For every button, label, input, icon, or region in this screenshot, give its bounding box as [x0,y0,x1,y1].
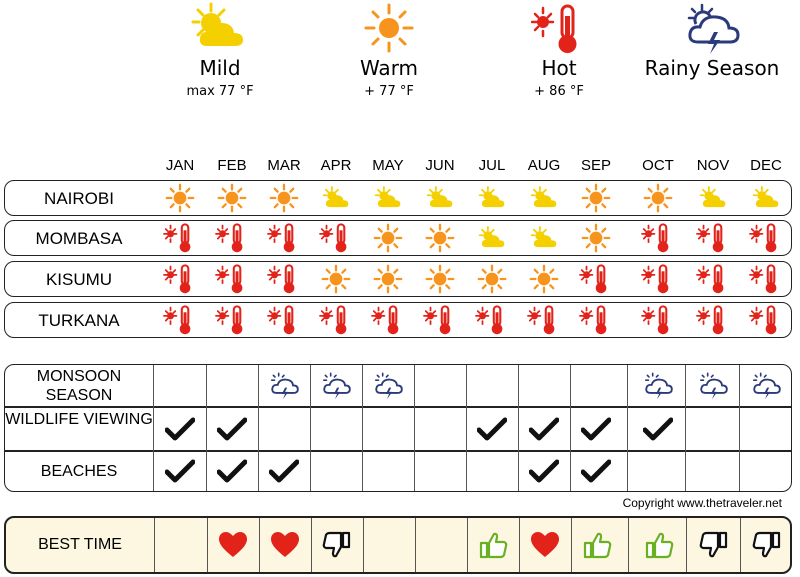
month-cell [518,407,570,450]
month-cell [362,181,414,215]
hot-thermometer-icon [641,304,675,336]
month-cell [362,407,414,450]
month-cell [466,303,518,337]
hot-thermometer-icon [531,2,587,61]
partly-sunny-icon [320,185,352,211]
thumbs-down-icon [322,531,352,559]
legend-name: Warm [359,56,419,80]
hot-thermometer-icon [579,304,613,336]
sun-icon [581,183,611,213]
storm-cloud-icon [680,2,744,61]
month-cell [466,221,518,255]
month-cell [687,365,739,406]
month-cell [310,262,362,296]
sun-icon [477,264,507,294]
hot-thermometer-icon [527,304,561,336]
sun-icon [363,2,415,59]
month-cell [518,221,570,255]
sun-icon [217,183,247,213]
grid-line [311,518,312,572]
legend-temp: + 86 °F [534,84,584,99]
grid-line [518,365,519,491]
heart-icon [271,532,299,558]
month-cell [518,262,570,296]
grid-line [466,365,467,491]
month-cell [362,221,414,255]
grid-line [739,365,740,491]
month-cell [414,221,466,255]
month-label: JAN [165,157,195,174]
month-cell [362,365,414,406]
sun-icon [165,183,195,213]
hot-thermometer-icon [749,304,783,336]
grid-line [153,365,154,491]
partly-sunny-icon [528,225,560,251]
month-cell [741,518,793,572]
grid-line [207,518,208,572]
month-label: MAY [372,157,404,174]
storm-cloud-icon [371,371,405,401]
checkmark-icon [643,417,673,441]
month-cell [518,365,570,406]
checkmark-icon [165,459,195,483]
month-cell [632,262,684,296]
month-cell [570,181,622,215]
hot-thermometer-icon [749,263,783,295]
city-row-kisumu [4,261,792,297]
month-cell [570,262,622,296]
activity-label-monsoon [5,367,153,405]
grid-line [570,365,571,491]
storm-cloud-icon [749,371,783,401]
city-row-turkana [4,302,792,338]
month-cell [570,303,622,337]
month-cell [519,518,571,572]
hot-thermometer-icon [215,304,249,336]
month-cell [570,365,622,406]
thumbs-down-icon [699,531,729,559]
hot-thermometer-icon [267,222,301,254]
month-cell [570,221,622,255]
hot-thermometer-icon [641,222,675,254]
month-cell [206,407,258,450]
month-cell [206,365,258,406]
activity-name: MONSOON SEASON [36,368,122,404]
thumbs-up-icon [582,531,612,559]
grid-line [259,518,260,572]
sun-icon [581,223,611,253]
storm-cloud-icon [319,371,353,401]
month-cell [570,407,622,450]
city-row-mombasa [4,220,792,256]
sun-icon [529,264,559,294]
best-time-row [4,516,792,574]
month-cell [740,221,792,255]
month-cell [154,303,206,337]
activity-name: WILDLIFE VIEWING [5,411,153,428]
month-cell [466,365,518,406]
month-cell [258,407,310,450]
month-cell [414,365,466,406]
month-cell [466,262,518,296]
thumbs-down-icon [752,531,782,559]
thumbs-up-icon [644,531,674,559]
city-row-nairobi [4,180,792,216]
hot-thermometer-icon [215,222,249,254]
month-cell [258,181,310,215]
heart-icon [531,532,559,558]
activity-label-wildlife [5,410,153,429]
month-cell [467,518,519,572]
month-cell [687,181,739,215]
partly-sunny-icon [750,185,782,211]
checkmark-icon [581,459,611,483]
partly-sunny-icon [476,225,508,251]
month-cell [740,303,792,337]
month-cell [154,181,206,215]
hot-thermometer-icon [371,304,405,336]
month-cell [740,407,792,450]
month-cell [206,262,258,296]
activity-name: BEACHES [40,463,118,480]
month-cell [414,181,466,215]
partly-sunny-icon [697,185,729,211]
hot-thermometer-icon [475,304,509,336]
month-cell [518,451,570,491]
month-label: OCT [642,157,674,174]
month-cell [258,451,310,491]
month-cell [154,407,206,450]
hot-thermometer-icon [696,263,730,295]
sun-icon [321,264,351,294]
grid-line [467,518,468,572]
city-name: KISUMU [45,270,113,289]
hot-thermometer-icon [319,222,353,254]
month-cell [258,365,310,406]
hot-thermometer-icon [749,222,783,254]
month-cell [258,303,310,337]
hot-thermometer-icon [163,304,197,336]
sun-icon [425,223,455,253]
month-cell [310,221,362,255]
activity-label-beaches [5,462,153,481]
city-name: TURKANA [38,311,120,330]
month-cell [206,181,258,215]
month-cell [310,181,362,215]
month-cell [632,303,684,337]
month-cell [310,451,362,491]
grid-line [740,518,741,572]
month-label: NOV [696,157,730,174]
month-cell [310,365,362,406]
month-cell [632,407,684,450]
month-cell [740,365,792,406]
grid-line [685,365,686,491]
month-cell [687,221,739,255]
month-cell [414,407,466,450]
month-cell [518,181,570,215]
grid-line [363,518,364,572]
month-cell [414,262,466,296]
month-label: AUG [527,157,561,174]
month-cell [206,303,258,337]
partly-sunny-icon [185,2,255,59]
hot-thermometer-icon [319,304,353,336]
checkmark-icon [269,459,299,483]
month-cell [207,518,259,572]
hot-thermometer-icon [163,263,197,295]
checkmark-icon [529,417,559,441]
sun-icon [373,264,403,294]
partly-sunny-icon [372,185,404,211]
legend-temp: + 77 °F [364,84,414,99]
thumbs-up-icon [478,531,508,559]
month-cell [632,181,684,215]
month-cell [688,518,740,572]
month-cell [571,518,623,572]
grid-line [628,518,629,572]
hot-thermometer-icon [215,263,249,295]
month-cell [687,303,739,337]
partly-sunny-icon [424,185,456,211]
copyright: Copyright www.thetraveler.net [622,496,782,510]
month-label: APR [320,157,352,174]
month-cell [415,518,467,572]
city-name: NAIROBI [44,189,114,208]
month-cell [154,221,206,255]
month-cell [687,407,739,450]
checkmark-icon [217,417,247,441]
month-cell [414,451,466,491]
month-cell [310,303,362,337]
month-cell [206,451,258,491]
hot-thermometer-icon [696,222,730,254]
grid-line [519,518,520,572]
month-cell [154,365,206,406]
sun-icon [373,223,403,253]
legend-name: Mild [199,56,241,80]
month-cell [632,451,684,491]
checkmark-icon [477,417,507,441]
legend-name: Hot [541,56,577,80]
best-time-label: BEST TIME [38,536,122,553]
city-name: MOMBASA [35,229,123,248]
grid-line [258,365,259,491]
month-cell [466,451,518,491]
month-cell [258,221,310,255]
month-cell [363,518,415,572]
legend-name: Rainy Season [644,56,780,80]
grid-line [154,518,155,572]
hot-thermometer-icon [641,263,675,295]
checkmark-icon [581,417,611,441]
month-label: JUL [478,157,506,174]
month-label: FEB [217,157,247,174]
month-cell [154,451,206,491]
grid-line [414,365,415,491]
grid-line [206,365,207,491]
month-cell [687,451,739,491]
checkmark-icon [165,417,195,441]
month-cell [740,262,792,296]
partly-sunny-icon [476,185,508,211]
storm-cloud-icon [641,371,675,401]
sun-icon [643,183,673,213]
hot-thermometer-icon [696,304,730,336]
hot-thermometer-icon [163,222,197,254]
month-cell [362,303,414,337]
month-label: SEP [580,157,611,174]
month-cell [633,518,685,572]
month-cell [518,303,570,337]
month-cell [570,451,622,491]
month-cell [740,181,792,215]
activity-grid [4,364,792,492]
month-cell [259,518,311,572]
month-cell [632,365,684,406]
checkmark-icon [217,459,247,483]
month-cell [466,181,518,215]
month-cell [311,518,363,572]
storm-cloud-icon [267,371,301,401]
month-label: JUN [425,157,455,174]
hot-thermometer-icon [423,304,457,336]
grid-line [415,518,416,572]
hot-thermometer-icon [579,263,613,295]
hot-thermometer-icon [267,263,301,295]
month-label: DEC [750,157,782,174]
month-cell [258,262,310,296]
month-cell [362,451,414,491]
month-cell [155,518,207,572]
grid-line [310,365,311,491]
grid-line [571,518,572,572]
month-cell [414,303,466,337]
sun-icon [425,264,455,294]
legend-temp: max 77 °F [186,84,254,99]
month-cell [740,451,792,491]
month-cell [154,262,206,296]
month-cell [206,221,258,255]
grid-line [362,365,363,491]
month-cell [466,407,518,450]
grid-line [686,518,687,572]
month-cell [687,262,739,296]
partly-sunny-icon [528,185,560,211]
month-cell [310,407,362,450]
month-cell [632,221,684,255]
sun-icon [269,183,299,213]
storm-cloud-icon [696,371,730,401]
checkmark-icon [529,459,559,483]
month-label: MAR [267,157,301,174]
heart-icon [219,532,247,558]
grid-line [627,365,628,491]
hot-thermometer-icon [267,304,301,336]
month-cell [362,262,414,296]
